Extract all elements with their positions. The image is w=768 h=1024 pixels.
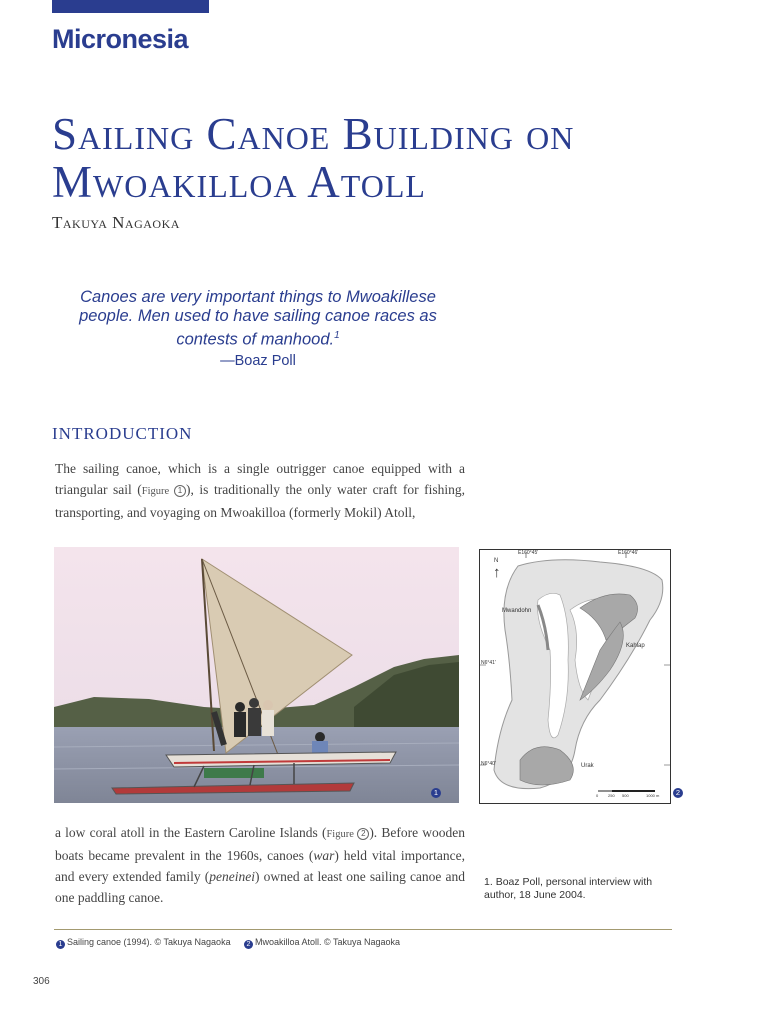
- page-number: 306: [33, 976, 50, 987]
- paragraph-text: ) held vital importance, and every extended family (: [55, 848, 465, 884]
- caption-divider: [54, 929, 672, 930]
- section-title: Micronesia: [52, 24, 189, 54]
- epigraph-text: Canoes are very important things to Mwoakillese people. Men used to have sailing canoe races as contests of manhood.: [79, 288, 437, 349]
- figure-ref[interactable]: [326, 829, 369, 840]
- figure-ref-number: 2: [357, 828, 369, 840]
- article-title: Sailing Canoe Building on Mwoakilloa Atoll: [52, 109, 575, 207]
- footnote-ref[interactable]: 1: [334, 330, 340, 341]
- footnote-text: Boaz Poll, personal interview with author, 18 June 2004.: [484, 876, 653, 901]
- paragraph-text: The sailing canoe, which is a single outrigger canoe equipped with a triangular sail (: [55, 461, 465, 497]
- author-name: Takuya Nagaoka: [52, 213, 180, 232]
- vernacular-term: war: [313, 848, 335, 863]
- caption-text: Sailing canoe (1994). © Takuya Nagaoka: [67, 937, 231, 947]
- paragraph-text: ). Before wooden boats became prevalent in the 1960s, canoes (: [55, 825, 465, 863]
- map-drawing: [480, 550, 670, 803]
- section-heading: INTRODUCTION: [52, 424, 193, 443]
- map-coord-label: N6°41': [481, 660, 496, 666]
- epigraph-attribution: —Boaz Poll: [220, 353, 296, 369]
- figure-ref-label: Figure: [326, 829, 354, 840]
- scale-label: 250: [608, 793, 615, 798]
- place-label: Urak: [581, 763, 594, 769]
- scale-label: 500: [622, 793, 629, 798]
- scale-label: 0: [596, 793, 599, 798]
- figure-caption: [56, 937, 231, 949]
- atoll-map: [479, 549, 671, 804]
- north-label: N: [494, 558, 499, 564]
- figure-ref-number: 1: [174, 485, 186, 497]
- body-paragraph: [55, 458, 465, 523]
- place-label: Mwandohn: [502, 608, 532, 614]
- figure-badge: 1: [431, 788, 441, 798]
- caption-text: Mwoakilloa Atoll. © Takuya Nagaoka: [255, 937, 401, 947]
- footnote: [484, 876, 684, 902]
- sailing-canoe-photo: [54, 547, 459, 803]
- scale-label: 1000 m: [646, 793, 660, 798]
- epigraph: [52, 288, 464, 350]
- paragraph-text: ), is traditionally the only water craft for fishing, transporting, and voyaging on Mwoakilloa (formerly Mokil) Atoll,: [55, 482, 465, 520]
- place-label: Kahlap: [626, 643, 645, 649]
- figure-badge: 2: [673, 788, 683, 798]
- map-coord-label: E160°45': [518, 550, 539, 556]
- north-arrow-icon: ↑: [493, 564, 501, 581]
- canoe-illustration: [54, 547, 459, 803]
- body-paragraph: [55, 822, 465, 908]
- paragraph-text: ) owned at least one sailing canoe and one paddling canoe.: [55, 869, 465, 905]
- paragraph-text: a low coral atoll in the Eastern Caroline Islands (: [55, 825, 327, 840]
- figure-ref-label: Figure: [141, 486, 170, 497]
- figure-caption: [244, 937, 400, 949]
- map-coord-label: E160°46': [618, 550, 639, 556]
- header-bar: [52, 0, 209, 13]
- map-coord-label: N6°40': [481, 761, 496, 767]
- caption-badge: 2: [244, 940, 253, 949]
- footnote-number: 1.: [484, 876, 493, 888]
- vernacular-term: peneinei: [209, 869, 255, 884]
- caption-badge: 1: [56, 940, 65, 949]
- figure-ref[interactable]: [142, 486, 186, 497]
